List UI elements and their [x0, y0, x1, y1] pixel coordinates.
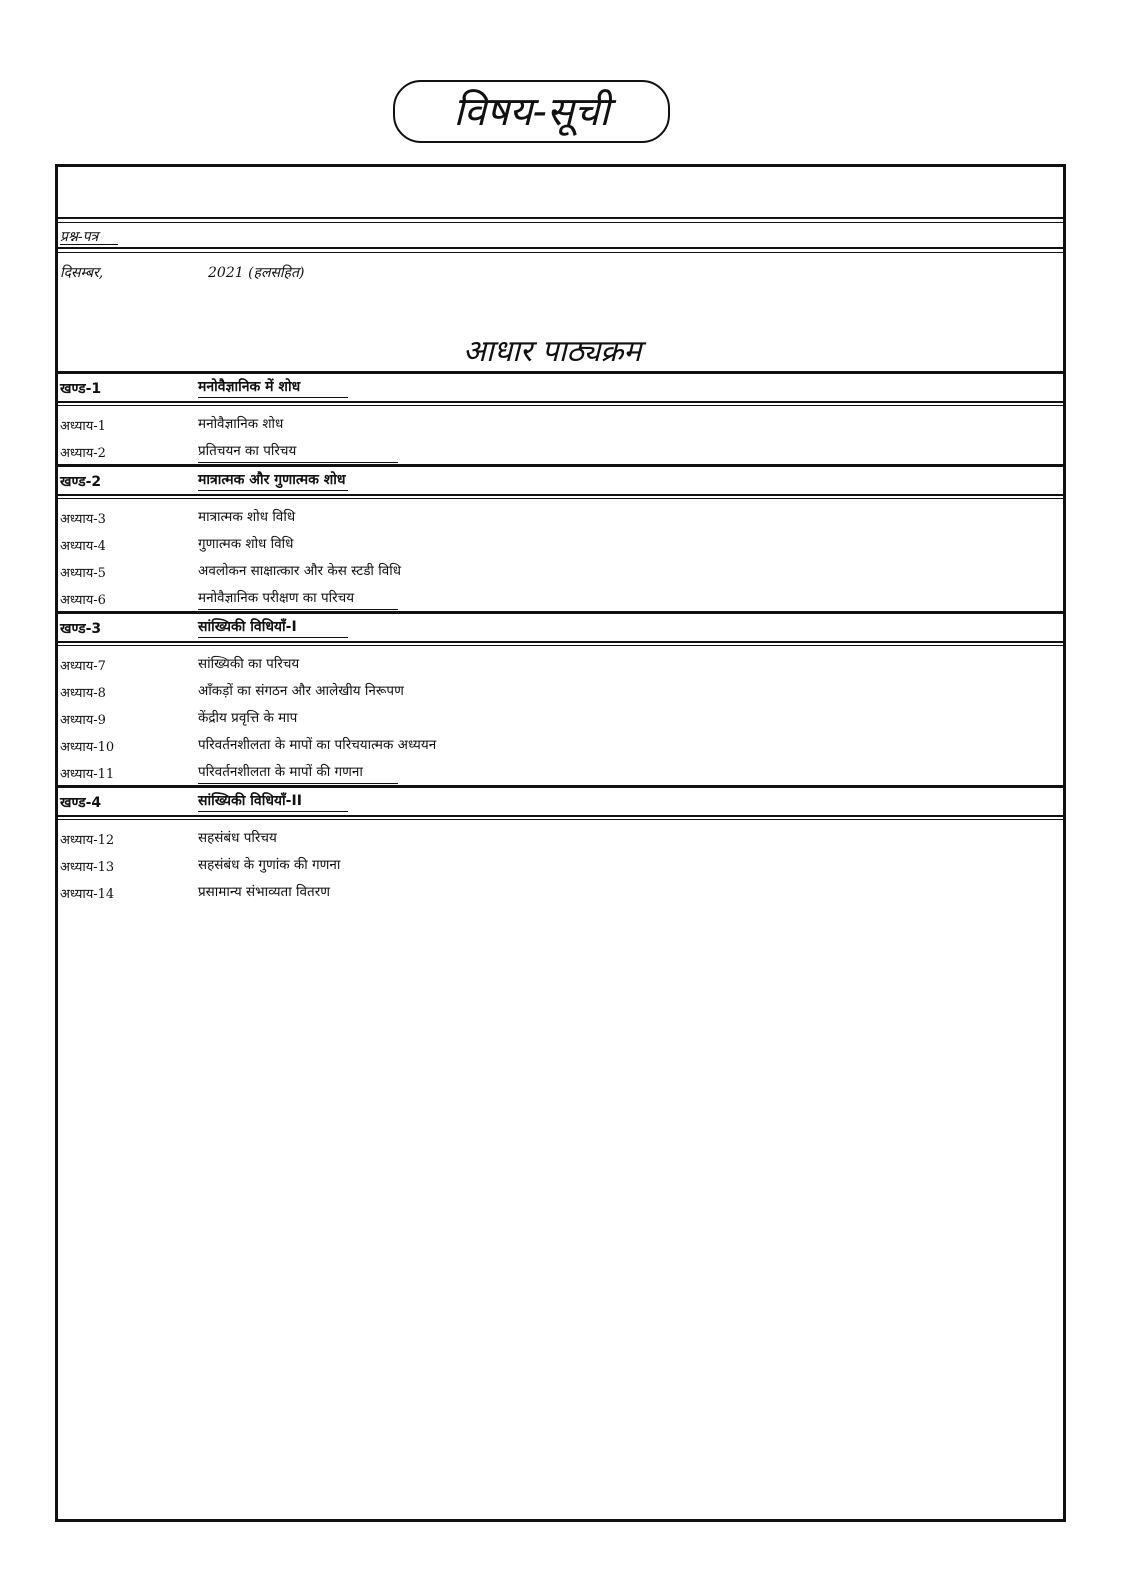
section-number: खण्ड-1 — [60, 381, 102, 397]
section-number: खण्ड-2 — [60, 474, 102, 490]
section-number: खण्ड-4 — [60, 795, 102, 811]
subject-heading: आधार पाठ्यक्रम — [463, 334, 642, 369]
chapter-number: अध्याय-8 — [60, 686, 106, 701]
divider — [58, 247, 1063, 249]
chapter-title: प्रसामान्य संभाव्यता वितरण — [198, 884, 330, 900]
chapter-title-underline — [198, 462, 398, 463]
exam-year: 2021 (हलसहित) — [208, 265, 305, 281]
section-title-underline — [198, 811, 348, 812]
chapter-number: अध्याय-13 — [60, 860, 115, 875]
page-title: विषय-सूची — [453, 88, 610, 135]
chapter-title-underline — [198, 609, 398, 610]
chapter-number: अध्याय-9 — [60, 713, 106, 728]
section-rule-top — [58, 371, 1063, 374]
chapter-number: अध्याय-4 — [60, 539, 106, 554]
section-number: खण्ड-3 — [60, 621, 102, 637]
chapter-number: अध्याय-3 — [60, 512, 106, 527]
chapter-number: अध्याय-1 — [60, 419, 106, 434]
chapter-title: मात्रात्मक शोध विधि — [198, 509, 296, 525]
section-rule-bottom — [58, 641, 1063, 643]
section-rule-top — [58, 611, 1063, 614]
section-rule-inner — [58, 819, 1063, 820]
chapter-title: अवलोकन साक्षात्कार और केस स्टडी विधि — [198, 563, 402, 579]
divider — [58, 222, 1063, 223]
section-rule-bottom — [58, 401, 1063, 403]
chapter-number: अध्याय-5 — [60, 566, 106, 581]
divider — [58, 252, 1063, 253]
chapter-number: अध्याय-7 — [60, 659, 106, 674]
question-paper-label: प्रश्न-पत्र — [60, 229, 99, 245]
underline — [60, 244, 118, 245]
section-rule-inner — [58, 645, 1063, 646]
chapter-number: अध्याय-14 — [60, 887, 115, 902]
chapter-title: प्रतिचयन का परिचय — [198, 443, 297, 459]
section-title-underline — [198, 637, 348, 638]
chapter-title: केंद्रीय प्रवृत्ति के माप — [198, 710, 298, 726]
page-title-box — [393, 80, 670, 143]
exam-month: दिसम्बर, — [60, 265, 104, 281]
contents-table — [55, 164, 1066, 1522]
divider — [58, 217, 1063, 219]
section-title: मात्रात्मक और गुणात्मक शोध — [198, 472, 346, 488]
chapter-title: मनोवैज्ञानिक शोध — [198, 416, 284, 432]
section-title-underline — [198, 490, 348, 491]
chapter-title: सांख्यिकी का परिचय — [198, 656, 300, 672]
chapter-title: परिवर्तनशीलता के मापों का परिचयात्मक अध्ययन — [198, 737, 437, 753]
section-rule-inner — [58, 405, 1063, 406]
chapter-number: अध्याय-10 — [60, 740, 115, 755]
section-rule-inner — [58, 498, 1063, 499]
section-title: सांख्यिकी विधियाँ-II — [198, 793, 302, 809]
chapter-number: अध्याय-11 — [60, 767, 115, 782]
section-rule-bottom — [58, 815, 1063, 817]
section-title-underline — [198, 397, 348, 398]
section-rule-top — [58, 785, 1063, 788]
chapter-number: अध्याय-6 — [60, 593, 106, 608]
section-title: सांख्यिकी विधियाँ-I — [198, 619, 297, 635]
chapter-title: मनोवैज्ञानिक परीक्षण का परिचय — [198, 590, 355, 606]
chapter-title-underline — [198, 783, 398, 784]
chapter-title: गुणात्मक शोध विधि — [198, 536, 294, 552]
chapter-number: अध्याय-2 — [60, 446, 106, 461]
chapter-title: परिवर्तनशीलता के मापों की गणना — [198, 764, 363, 780]
chapter-number: अध्याय-12 — [60, 833, 115, 848]
chapter-title: सहसंबंध के गुणांक की गणना — [198, 857, 341, 873]
chapter-title: आँकड़ों का संगठन और आलेखीय निरूपण — [198, 683, 404, 699]
section-rule-top — [58, 464, 1063, 467]
section-title: मनोवैज्ञानिक में शोध — [198, 379, 301, 395]
chapter-title: सहसंबंध परिचय — [198, 830, 277, 846]
section-rule-bottom — [58, 494, 1063, 496]
